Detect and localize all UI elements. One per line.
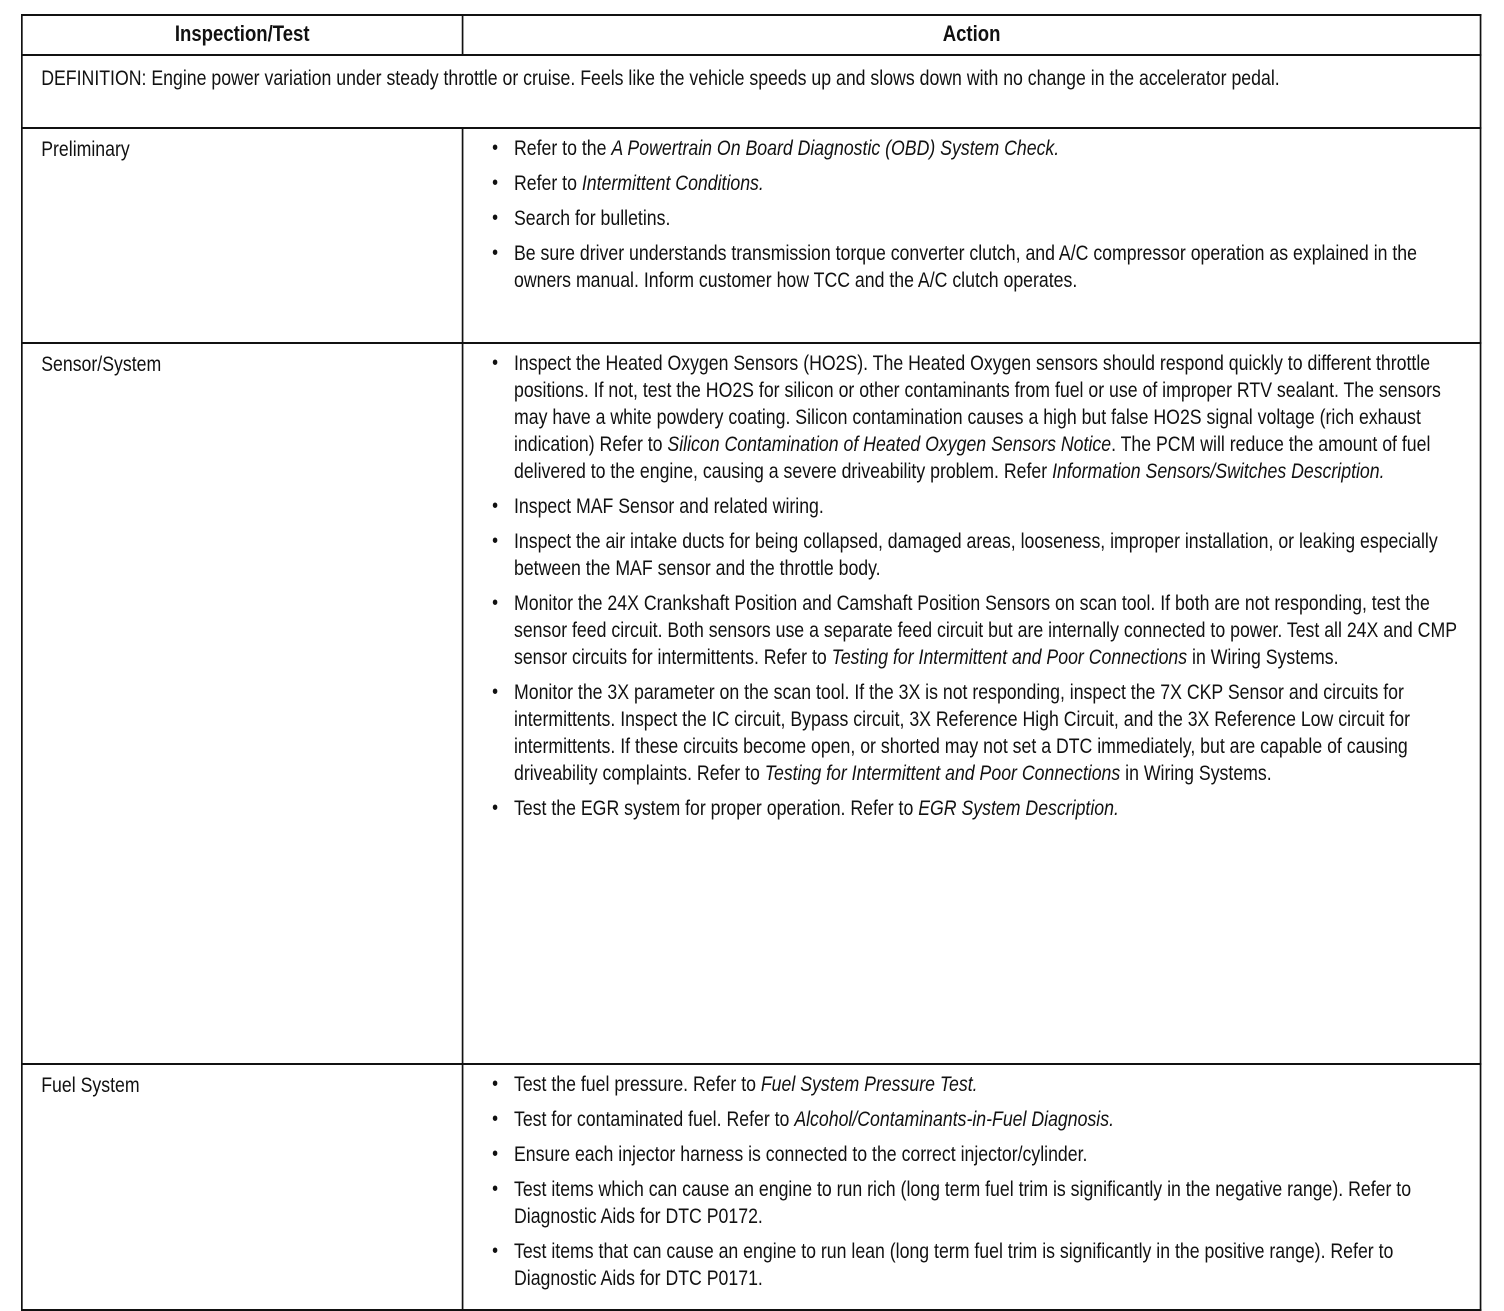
reference-text: Information Sensors/Switches Description. (1052, 460, 1385, 483)
header-action: Action (463, 15, 1481, 55)
action-item (514, 590, 1471, 671)
table-row (22, 128, 1481, 343)
action-list (514, 1071, 1471, 1292)
reference-text: Alcohol/Contaminants-in-Fuel Diagnosis. (794, 1108, 1114, 1131)
reference-text: Testing for Intermittent and Poor Connections (831, 646, 1188, 669)
action-text: Inspect the Heated Oxygen Sensors (HO2S). The Heated Oxygen sensors should respond quickly to different throttle positions. If not, test the HO2S for silicon or other contaminants from fuel or use of improper RTV sealant. The sensors may have a white powdery coating. Silicon contamination causes a high but false HO2S signal voltage (rich exhaust indication) Refer to (513, 352, 1441, 456)
action-item (514, 1176, 1471, 1230)
reference-text: Testing for Intermittent and Poor Connections (764, 762, 1121, 785)
action-item (514, 528, 1471, 582)
action-text: Inspect the air intake ducts for being collapsed, damaged areas, looseness, improper installation, or leaking especially between the MAF sensor and the throttle body. (513, 530, 1438, 580)
action-text: Inspect MAF Sensor and related wiring. (513, 495, 824, 518)
row-label-preliminary: Preliminary (22, 128, 463, 343)
action-cell (463, 1064, 1481, 1310)
action-text: Monitor the 3X parameter on the scan tool. If the 3X is not responding, inspect the 7X CKP Sensor and circuits for intermittents. Inspect the IC circuit, Bypass circuit, 3X Reference High Circuit, and the 3X Reference Low circuit for intermittents. If these circuits become open, or shorted may not set a DTC immediately, but are capable of causing driveability complaints. Refer to (513, 681, 1411, 785)
action-item (514, 493, 1471, 520)
action-cell (463, 343, 1481, 1064)
action-text: in Wiring Systems. (1187, 646, 1339, 669)
action-item (514, 1071, 1471, 1098)
action-text: Test the fuel pressure. Refer to (513, 1073, 761, 1096)
action-item (514, 170, 1471, 197)
action-cell (463, 128, 1481, 343)
action-text: Test the EGR system for proper operation. Refer to (513, 797, 919, 820)
reference-text: A Powertrain On Board Diagnostic (OBD) System Check. (611, 137, 1060, 160)
action-item (514, 350, 1471, 485)
reference-text: EGR System Description. (918, 797, 1119, 820)
action-text: Refer to the (513, 137, 612, 160)
action-text: Refer to (513, 172, 582, 195)
reference-text: Fuel System Pressure Test. (760, 1073, 978, 1096)
action-item (514, 1106, 1471, 1133)
definition-text: DEFINITION: Engine power variation under steady throttle or cruise. Feels like the vehicle speeds up and slows down with no change in the accelerator pedal. (22, 55, 1481, 128)
action-item (514, 135, 1471, 162)
action-text: Test items which can cause an engine to run rich (long term fuel trim is significantly in the negative range). Refer to Diagnostic Aids for DTC P0172. (513, 1178, 1412, 1228)
action-text: Monitor the 24X Crankshaft Position and Camshaft Position Sensors on scan tool. If both are not responding, test the sensor feed circuit. Both sensors use a separate feed circuit but are internally connected to power. Test all 24X and CMP sensor circuits for intermittents. Refer to (513, 592, 1457, 669)
action-item (514, 795, 1471, 822)
header-row (22, 15, 1481, 55)
table-row (22, 1064, 1481, 1310)
action-text: Ensure each injector harness is connected to the correct injector/cylinder. (513, 1143, 1088, 1166)
action-list (514, 350, 1471, 822)
action-text: Test for contaminated fuel. Refer to (513, 1108, 795, 1131)
definition-row (22, 55, 1481, 128)
action-list (514, 135, 1471, 294)
action-text: Search for bulletins. (513, 207, 671, 230)
action-text: in Wiring Systems. (1120, 762, 1272, 785)
action-text: . The PCM will reduce the amount of fuel delivered to the engine, causing a severe driveability problem. Refer (513, 433, 1431, 483)
action-item (514, 679, 1471, 787)
row-label-sensor-system: Sensor/System (22, 343, 463, 1064)
reference-text: Silicon Contamination of Heated Oxygen Sensors Notice (667, 433, 1112, 456)
action-item (514, 1141, 1471, 1168)
action-item (514, 205, 1471, 232)
row-label-fuel-system: Fuel System (22, 1064, 463, 1310)
action-text: Test items that can cause an engine to run lean (long term fuel trim is significantly in the positive range). Refer to Diagnostic Aids for DTC P0171. (513, 1240, 1394, 1290)
reference-text: Intermittent Conditions. (581, 172, 764, 195)
action-text: Be sure driver understands transmission torque converter clutch, and A/C compressor operation as explained in the owners manual. Inform customer how TCC and the A/C clutch operates. (513, 242, 1417, 292)
diagnostic-table (21, 14, 1481, 1311)
table-row (22, 343, 1481, 1064)
header-inspection-test: Inspection/Test (22, 15, 463, 55)
action-item (514, 240, 1471, 294)
action-item (514, 1238, 1471, 1292)
